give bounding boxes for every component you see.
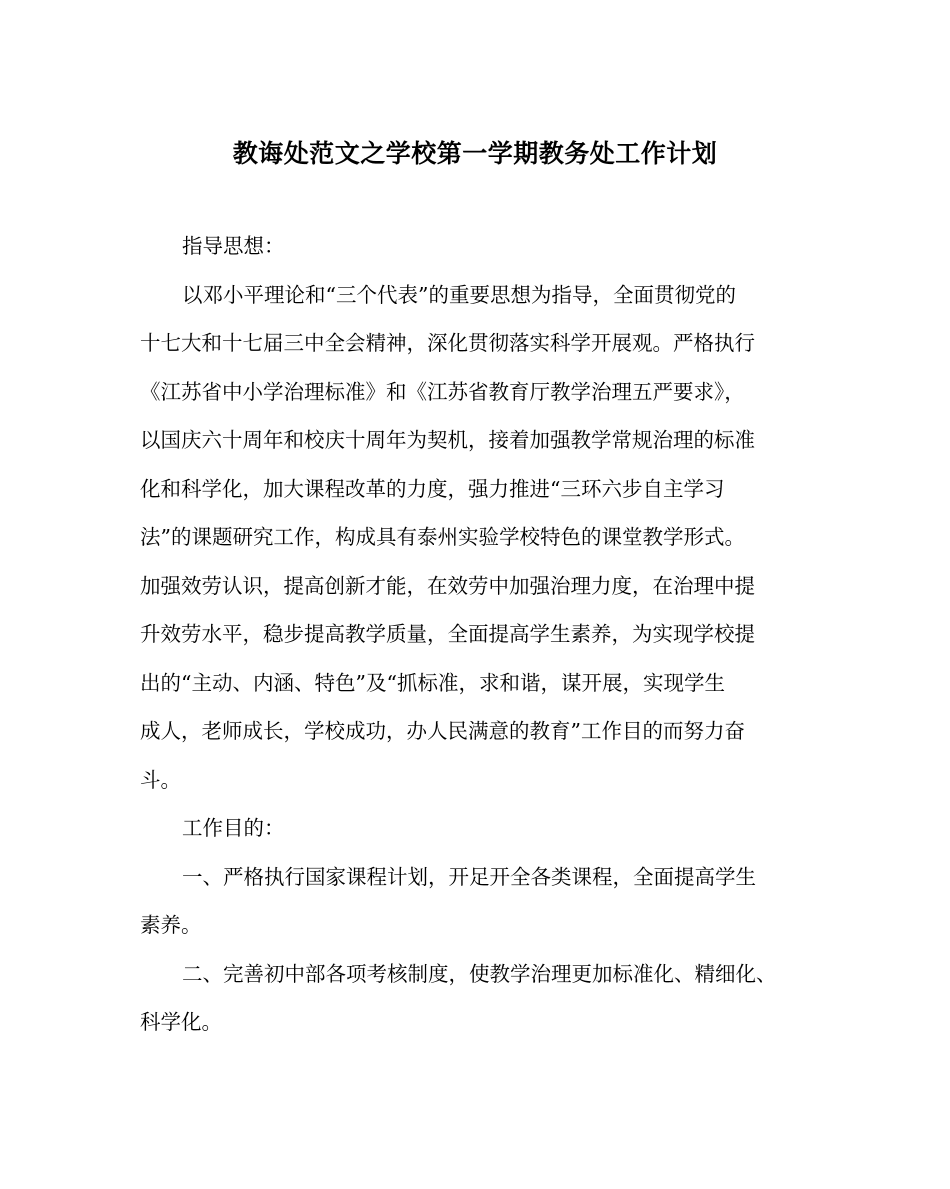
text-line: 指导思想： bbox=[182, 234, 285, 258]
text-line: 素养。 bbox=[140, 913, 202, 937]
text-line: 一、严格执行国家课程计划，开足开全各类课程，全面提高学生 bbox=[182, 864, 756, 889]
text-line: 加强效劳认识，提高创新才能，在效劳中加强治理力度，在治理中提 bbox=[140, 573, 755, 598]
text-line: 科学化。 bbox=[140, 1010, 222, 1034]
text-line: 二、完善初中部各项考核制度，使教学治理更加标准化、精细化、 bbox=[182, 961, 777, 986]
document-body bbox=[140, 222, 812, 1047]
text-line: 成人，老师成长，学校成功，办人民满意的教育”工作目的而努力奋 bbox=[140, 719, 745, 743]
text-line: 以国庆六十周年和校庆十周年为契机，接着加强教学常规治理的标准 bbox=[140, 428, 755, 452]
document-title: 教诲处范文之学校第一学期教务处工作计划 bbox=[232, 139, 718, 168]
text-line: 化和科学化，加大课程改革的力度，强力推进“三环六步自主学习 bbox=[140, 476, 725, 501]
text-line: 出的“主动、内涵、特色”及“抓标准，求和谐，谋开展，实现学生 bbox=[140, 670, 725, 695]
text-line: 斗。 bbox=[140, 767, 181, 792]
text-line: 以邓小平理论和“三个代表”的重要思想为指导，全面贯彻党的 bbox=[182, 282, 736, 307]
text-line: 升效劳水平，稳步提高教学质量，全面提高学生素养，为实现学校提 bbox=[140, 622, 755, 646]
text-line: 工作目的： bbox=[182, 816, 285, 840]
text-line: 法”的课题研究工作，构成具有泰州实验学校特色的课堂教学形式。 bbox=[140, 525, 745, 549]
text-line: 《江苏省中小学治理标准》和《江苏省教育厅教学治理五严要求》， bbox=[140, 379, 745, 404]
text-line: 十七大和十七届三中全会精神，深化贯彻落实科学开展观。严格执行 bbox=[140, 331, 755, 355]
